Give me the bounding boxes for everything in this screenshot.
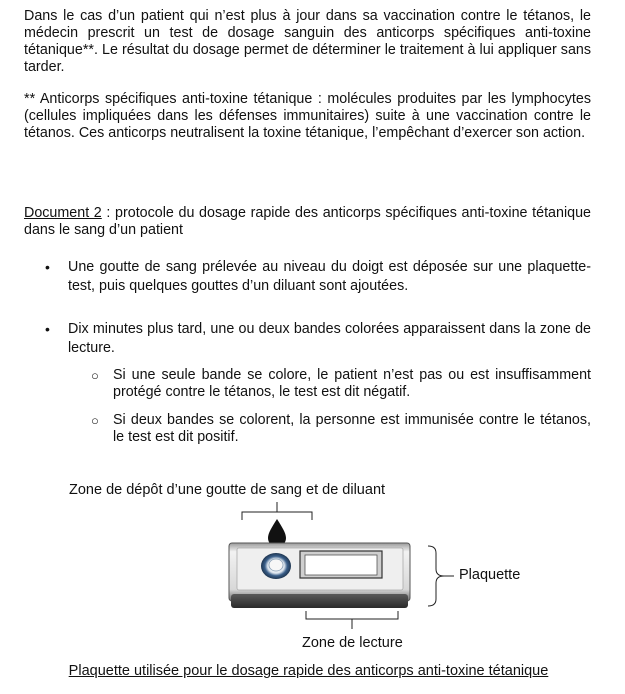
plate-bottom-edge: [231, 594, 408, 608]
reading-bracket: [306, 611, 398, 629]
plaquette-brace: [428, 546, 444, 606]
sub-bullet-item: Si une seule bande se colore, le patient n’est pas ou est insuffisamment protégé contre le tétanos, le test est dit négatif.: [113, 367, 591, 400]
bullet-dot-icon: •: [45, 259, 50, 275]
document2-label: Document 2: [24, 205, 102, 221]
footnote-paragraph: ** Anticorps spécifiques anti-toxine tétanique : molécules produites par les lymphocytes (cellules impliquées dans les défenses immunitaires) suite à une vaccination contre le tétanos. Ces anticorps neutralisent la toxine tétanique, l’empêchant d’exercer son action.: [24, 91, 591, 141]
sub-bullet-item: Si deux bandes se colorent, la personne est immunisée contre le tétanos, le test est dit positif.: [113, 412, 591, 445]
document2-title: : protocole du dosage rapide des anticorps spécifiques anti-toxine tétanique dans le sang d’un patient: [24, 205, 591, 238]
plaquette-label: Plaquette: [459, 567, 521, 583]
deposit-bracket: [242, 502, 312, 520]
deposit-zone-label: Zone de dépôt d’une goutte de sang et de diluant: [69, 482, 386, 498]
bullet-dot-icon: •: [45, 321, 50, 337]
figure-caption: Plaquette utilisée pour le dosage rapide des anticorps anti-toxine tétanique: [68, 663, 549, 679]
bullet-item: Une goutte de sang prélevée au niveau du doigt est déposée sur une plaquette-test, puis quelques gouttes d’un diluant sont ajoutées.: [68, 259, 591, 294]
intro-paragraph: Dans le cas d’un patient qui n’est plus à jour dans sa vaccination contre le tétanos, le médecin prescrit un test de dosage sanguin des anticorps spécifiques anti-toxine tétanique**. Le résultat du dosage permet de déterminer le traitement à lui appliquer sans tarder.: [24, 8, 591, 75]
reading-zone-label: Zone de lecture: [302, 635, 403, 651]
sub-bullet-circle-icon: ○: [91, 413, 99, 428]
sub-bullet-circle-icon: ○: [91, 368, 99, 383]
bullet-item: Dix minutes plus tard, une ou deux bandes colorées apparaissent dans la zone de lecture.: [68, 321, 591, 356]
